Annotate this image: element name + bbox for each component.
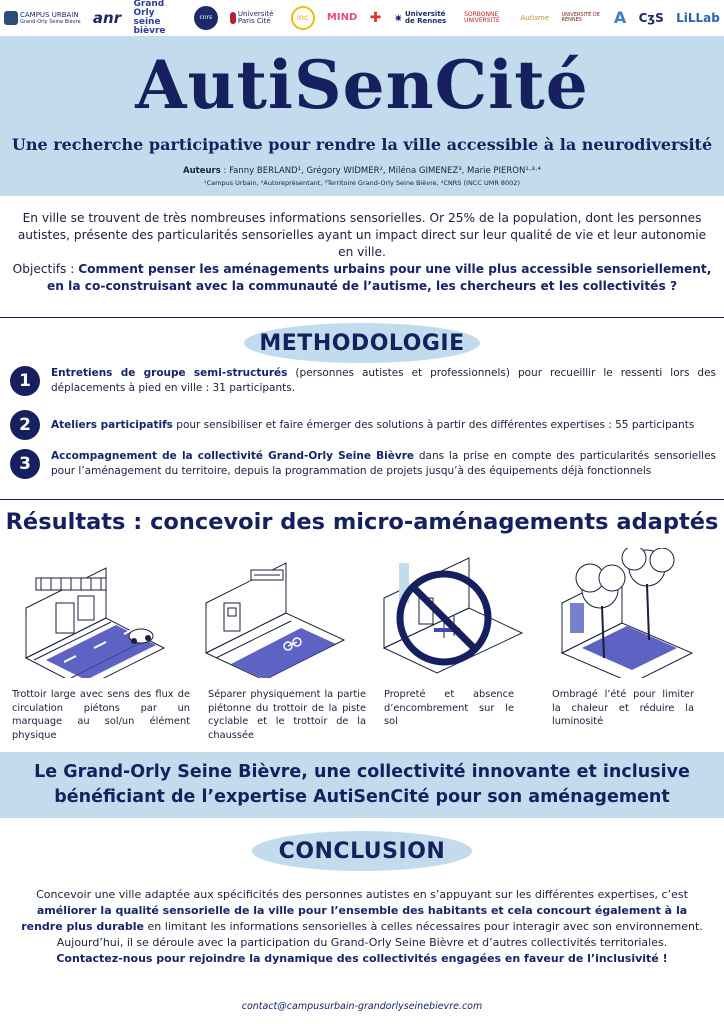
conclusion-p1-bold: améliorer la qualité sensorielle de la ville pour l’ensemble des habitants et cela concourt également à la rendre plus durable: [21, 904, 688, 933]
anr-logo: anr: [92, 8, 122, 27]
paris-cite-text: Université Paris Cité: [237, 10, 274, 25]
lillab-logo: LiLLab: [676, 11, 720, 25]
divider: [0, 499, 724, 500]
conclusion-title: CONCLUSION: [252, 831, 472, 871]
universite-paris-cite-logo: [230, 11, 278, 25]
step-bold: Accompagnement de la collectivité Grand-Orly Seine Bièvre: [51, 450, 415, 462]
methodology-title: METHODOLOGIE: [244, 323, 480, 363]
objectives-question: Comment penser les aménagements urbains pour une ville plus accessible sensoriellement, en la co-construisant avec la communauté de l’autisme, les chercheurs et les collectivités ?: [46, 262, 712, 293]
header-band: [0, 36, 724, 196]
step-bold: Ateliers participatifs: [51, 418, 173, 431]
intro-section: [12, 210, 712, 295]
conclusion-p3: [20, 951, 704, 967]
cross-logo: ✚: [369, 10, 382, 26]
step-text: [51, 366, 716, 396]
conclusion-p1-end: en limitant les informations sensorielles à celles nécessaires pour interagir avec son environnement.: [144, 920, 703, 933]
conclusion-p1-start: Concevoir une ville adaptée aux spécificités des personnes autistes en s’appuyant sur les différentes expertises, c’est: [36, 888, 688, 901]
campus-urbain-logo: [4, 11, 81, 25]
autisme-logo: Autisme: [520, 13, 550, 22]
authors-label: Auteurs: [183, 166, 221, 176]
a-logo: A: [613, 8, 627, 27]
objectives-label: Objectifs :: [12, 262, 79, 276]
inc-logo: inc: [291, 6, 315, 30]
sorbonne-logo: SORBONNE UNIVERSITÉ: [464, 11, 500, 24]
bike-lane-illustration: [196, 548, 346, 678]
campus-urbain-mark-icon: [4, 11, 18, 25]
universite-rennes2-logo: UNIVERSITÉ DE RENNES: [561, 12, 600, 23]
rennes-text: Université de Rennes: [404, 10, 447, 25]
authors-line: Auteurs : Fanny BERLAND¹, Grégory WIDMER², Miléna GIMENEZ³, Marie PIERON¹·³·⁴: [183, 166, 541, 176]
shade-trees-illustration: [552, 548, 702, 678]
step-rest: pour sensibiliser et faire émerger des solutions à partir des différentes expertises : 55 participants: [172, 418, 695, 431]
step-text: [51, 418, 694, 433]
step-rest: (personnes autistes et professionnels) pour recueillir le ressenti lors des déplacements à pied en ville : 31 participants.: [51, 367, 716, 394]
results-title: Résultats : concevoir des micro-aménagements adaptés: [5, 509, 719, 535]
conclusion-text: [20, 887, 704, 967]
step-number: 1: [10, 366, 40, 396]
intro-text: En ville se trouvent de très nombreuses informations sensorielles. Or 25% de la population, dont les personnes autistes, présente des particularités sensorielles ayant un impact direct sur leur qualité de vie et leur autonomie en ville.: [17, 211, 707, 259]
step-number: 2: [10, 410, 40, 440]
partner-logos: [0, 0, 724, 36]
result-caption-4: Ombragé l’été pour limiter la chaleur et réduire la luminosité: [552, 689, 694, 727]
conclusion-p2: Aujourd’hui, il se déroule avec la participation du Grand-Orly Seine Bièvre et d’autres collectivités territoriales.: [56, 936, 668, 949]
step-rest: dans la prise en compte des particularités sensorielles pour l’aménagement du territoire, depuis la programmation de projets jusqu’à des équipements déjà fonctionnels: [51, 450, 717, 477]
authors-names: Fanny BERLAND¹, Grégory WIDMER², Miléna GIMENEZ³, Marie PIERON¹·³·⁴: [229, 166, 541, 176]
paris-cite-mark-icon: [230, 12, 236, 24]
objectives: [12, 261, 712, 295]
result-caption-2: Séparer physiquement la partie piétonne du trottoir de la piste cyclable et le trottoir de la chaussée: [208, 689, 366, 741]
banner-line-1: Le Grand-Orly Seine Bièvre, une collectivité innovante et inclusive: [34, 762, 690, 782]
no-clutter-illustration: [374, 548, 524, 678]
conclusion-p1: [20, 887, 704, 935]
cs-logo: CʒS: [638, 11, 664, 25]
divider: [0, 317, 724, 318]
mind-logo: MIND: [326, 12, 358, 23]
method-step-2: [10, 410, 716, 440]
affiliations: ¹Campus Urbain, ²Autoreprésentant, ³Territoire Grand-Orly Seine Bièvre, ⁴CNRS (INCC UMR 8002): [204, 179, 520, 187]
method-step-1: [10, 366, 716, 396]
step-bold: Entretiens de groupe semi-structurés: [51, 367, 288, 379]
grand-orly-logo: Grand Orly seine bièvre: [133, 0, 166, 36]
grand-orly-banner: [0, 752, 724, 818]
campus-urbain-sub: Grand-Orly Seine Bièvre: [20, 18, 81, 25]
method-step-3: [10, 449, 716, 479]
page-title: AutiSenCité: [135, 46, 589, 124]
rennes-star-icon: ✷: [393, 11, 403, 25]
page-subtitle: Une recherche participative pour rendre la ville accessible à la neurodiversité: [11, 135, 713, 154]
banner-line-2: bénéficiant de l’expertise AutiSenCité pour son aménagement: [54, 787, 670, 807]
cnrs-logo: cnrs: [194, 6, 218, 30]
contact-email-link[interactable]: contact@campusurbain-grandorlyseinebievre.com: [241, 1001, 483, 1012]
result-caption-1: Trottoir large avec sens des flux de circulation piétons par un marquage au sol/un élément physique: [12, 689, 190, 741]
wide-sidewalk-illustration: [16, 548, 166, 678]
campus-urbain-text: CAMPUS URBAIN: [20, 10, 79, 19]
step-number: 3: [10, 449, 40, 479]
universite-rennes-logo: [394, 11, 452, 25]
conclusion-p3-bold: Contactez-nous pour rejoindre la dynamique des collectivités engagées en faveur de l’inclusivité !: [56, 952, 668, 965]
result-caption-3: Propreté et absence d’encombrement sur le sol: [384, 689, 514, 727]
step-text: [51, 449, 716, 479]
